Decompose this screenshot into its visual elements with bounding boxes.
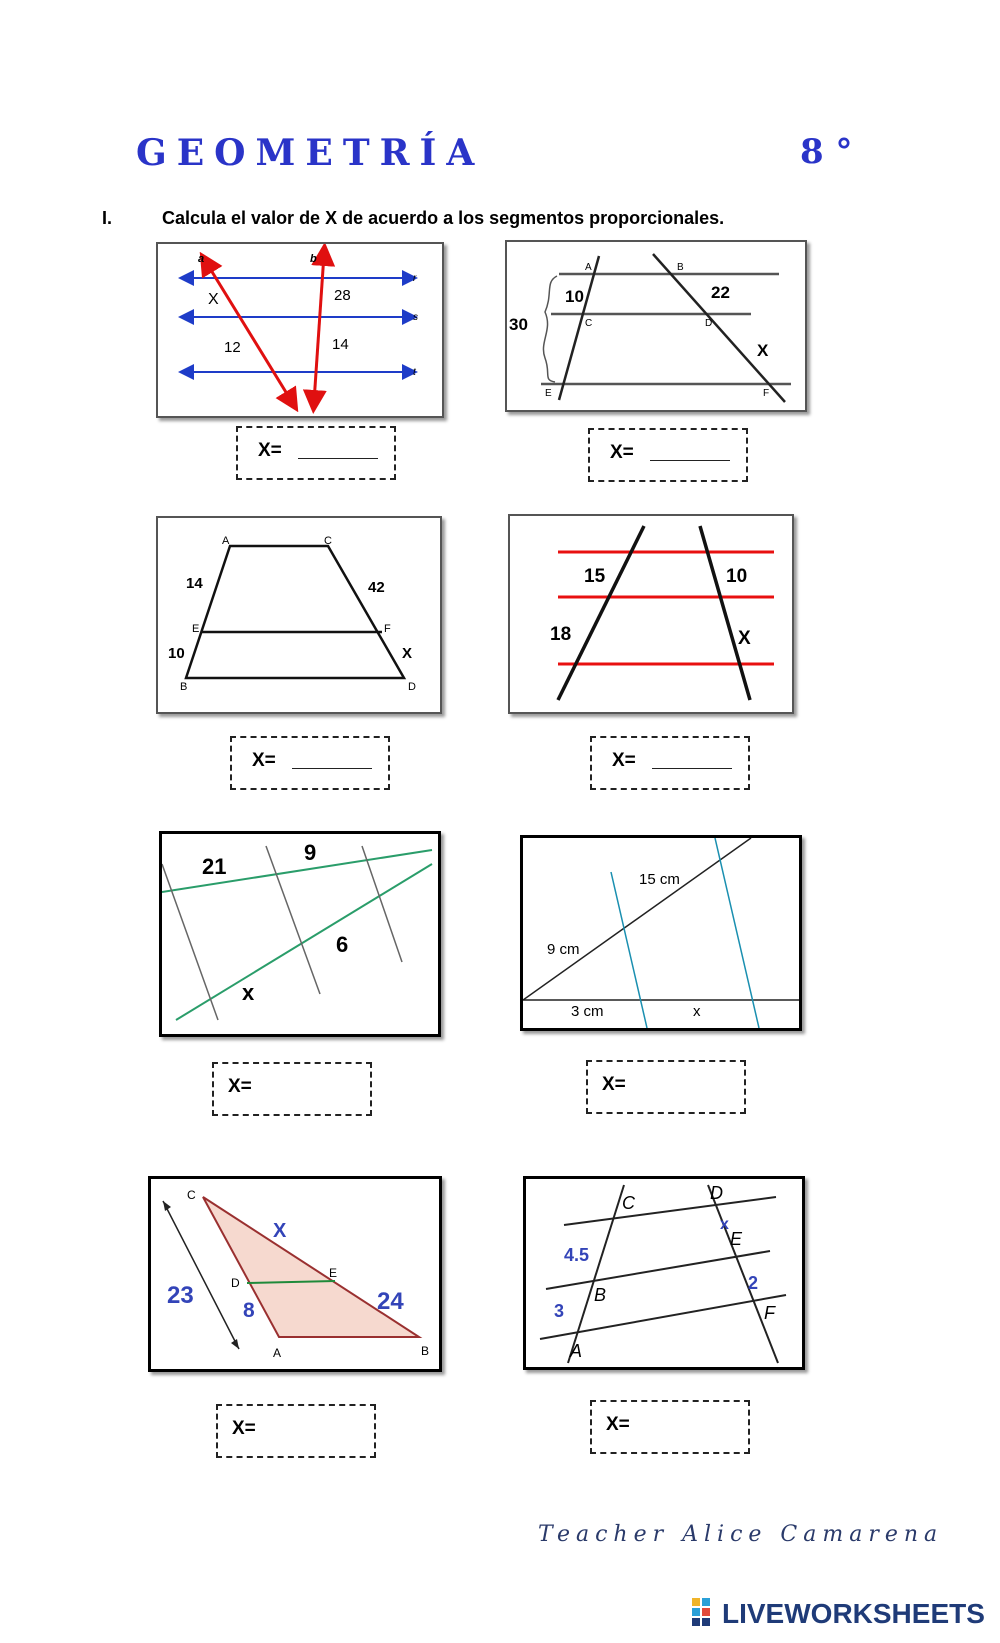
figure-6 — [520, 835, 802, 1031]
answer-label: X= — [602, 1074, 626, 1095]
figure-6-diagram — [523, 838, 799, 1028]
figure-3-diagram — [158, 518, 440, 712]
figure-2 — [505, 240, 807, 412]
label-b: b — [310, 253, 317, 265]
answer-box-4[interactable] — [590, 736, 750, 790]
figure-2-diagram — [507, 242, 805, 410]
grade-label: 8 ° — [800, 132, 853, 172]
label-A: A — [585, 262, 592, 273]
label-B: B — [594, 1285, 607, 1305]
page-title: GEOMETRÍA — [136, 132, 485, 174]
label-C: C — [585, 318, 593, 329]
answer-label: X= — [610, 442, 634, 463]
answer-box-8[interactable] — [590, 1400, 750, 1454]
answer-box-2[interactable] — [588, 428, 748, 482]
value-14: 14 — [186, 575, 203, 592]
figure-8-diagram — [526, 1179, 802, 1367]
label-C: C — [324, 535, 332, 547]
value-18: 18 — [550, 624, 572, 645]
value-3cm: 3 cm — [571, 1003, 604, 1020]
value-15: 15 — [584, 566, 606, 587]
answer-label: X= — [252, 750, 276, 771]
value-6: 6 — [336, 932, 349, 957]
label-x: x — [242, 980, 255, 1005]
label-C: C — [622, 1193, 635, 1213]
label-F: F — [384, 623, 391, 635]
value-4.5: 4.5 — [564, 1245, 590, 1265]
label-B: B — [677, 262, 684, 273]
label-D: D — [408, 681, 416, 693]
figure-4 — [508, 514, 794, 714]
label-t: t — [413, 367, 416, 378]
label-B: B — [180, 681, 188, 693]
figure-7 — [148, 1176, 442, 1372]
label-x: X — [738, 628, 751, 649]
answer-box-6[interactable] — [586, 1060, 746, 1114]
instruction-text: Calcula el valor de X de acuerdo a los segmentos proporcionales. — [162, 208, 725, 228]
figure-4-diagram — [510, 516, 792, 712]
label-A: A — [273, 1346, 282, 1360]
value-10: 10 — [726, 566, 748, 587]
answer-label: X= — [232, 1418, 256, 1439]
value-8: 8 — [243, 1299, 255, 1322]
label-r: r — [413, 273, 417, 284]
label-s: s — [413, 312, 418, 323]
value-10: 10 — [565, 287, 584, 306]
liveworksheets-logo-icon — [692, 1597, 718, 1631]
figure-5 — [159, 831, 441, 1037]
value-24: 24 — [377, 1288, 404, 1315]
value-9: 9 — [304, 840, 317, 865]
value-15cm: 15 cm — [639, 871, 680, 888]
figure-7-diagram — [151, 1179, 439, 1369]
label-A: A — [570, 1341, 583, 1361]
instruction-number: I. — [102, 208, 113, 228]
label-D: D — [705, 318, 713, 329]
answer-label: X= — [228, 1076, 252, 1097]
label-A: A — [222, 535, 230, 547]
label-C: C — [187, 1188, 196, 1202]
answer-label: X= — [612, 750, 636, 771]
label-x: x — [720, 1216, 729, 1233]
label-E: E — [329, 1266, 338, 1280]
answer-box-3[interactable] — [230, 736, 390, 790]
value-3: 3 — [554, 1301, 565, 1321]
label-x: x — [693, 1003, 701, 1020]
label-x: X — [273, 1220, 287, 1242]
label-F: F — [763, 388, 770, 399]
value-9cm: 9 cm — [547, 941, 580, 958]
label-D: D — [231, 1276, 240, 1290]
label-x: X — [208, 291, 219, 308]
label-E: E — [192, 623, 200, 635]
value-28: 28 — [334, 287, 351, 304]
figure-3 — [156, 516, 442, 714]
answer-box-7[interactable] — [216, 1404, 376, 1458]
answer-box-5[interactable] — [212, 1062, 372, 1116]
label-B: B — [421, 1344, 430, 1358]
answer-box-1[interactable] — [236, 426, 396, 480]
answer-label: X= — [258, 440, 282, 461]
answer-blank[interactable] — [292, 768, 372, 769]
label-x: X — [757, 341, 769, 360]
label-E: E — [545, 388, 552, 399]
value-10: 10 — [168, 645, 185, 662]
value-12: 12 — [224, 339, 241, 356]
answer-blank[interactable] — [298, 458, 378, 459]
value-42: 42 — [368, 579, 385, 596]
label-E: E — [730, 1229, 743, 1249]
answer-label: X= — [606, 1414, 630, 1435]
value-21: 21 — [202, 854, 227, 879]
label-F: F — [764, 1303, 775, 1323]
value-23: 23 — [167, 1282, 194, 1309]
figure-8 — [523, 1176, 805, 1370]
value-2: 2 — [748, 1273, 759, 1293]
label-a: a — [198, 253, 205, 265]
brand-name: LIVEWORKSHEETS — [722, 1598, 985, 1629]
answer-blank[interactable] — [650, 460, 730, 461]
label-D: D — [710, 1183, 723, 1203]
figure-5-diagram — [162, 834, 438, 1034]
value-22: 22 — [711, 283, 730, 302]
figure-1 — [156, 242, 444, 418]
answer-blank[interactable] — [652, 768, 732, 769]
figure-1-diagram — [158, 244, 442, 416]
label-x: X — [402, 645, 413, 662]
value-30: 30 — [509, 315, 528, 334]
teacher-signature: Teacher Alice Camarena — [538, 1522, 944, 1547]
value-14: 14 — [332, 336, 349, 353]
